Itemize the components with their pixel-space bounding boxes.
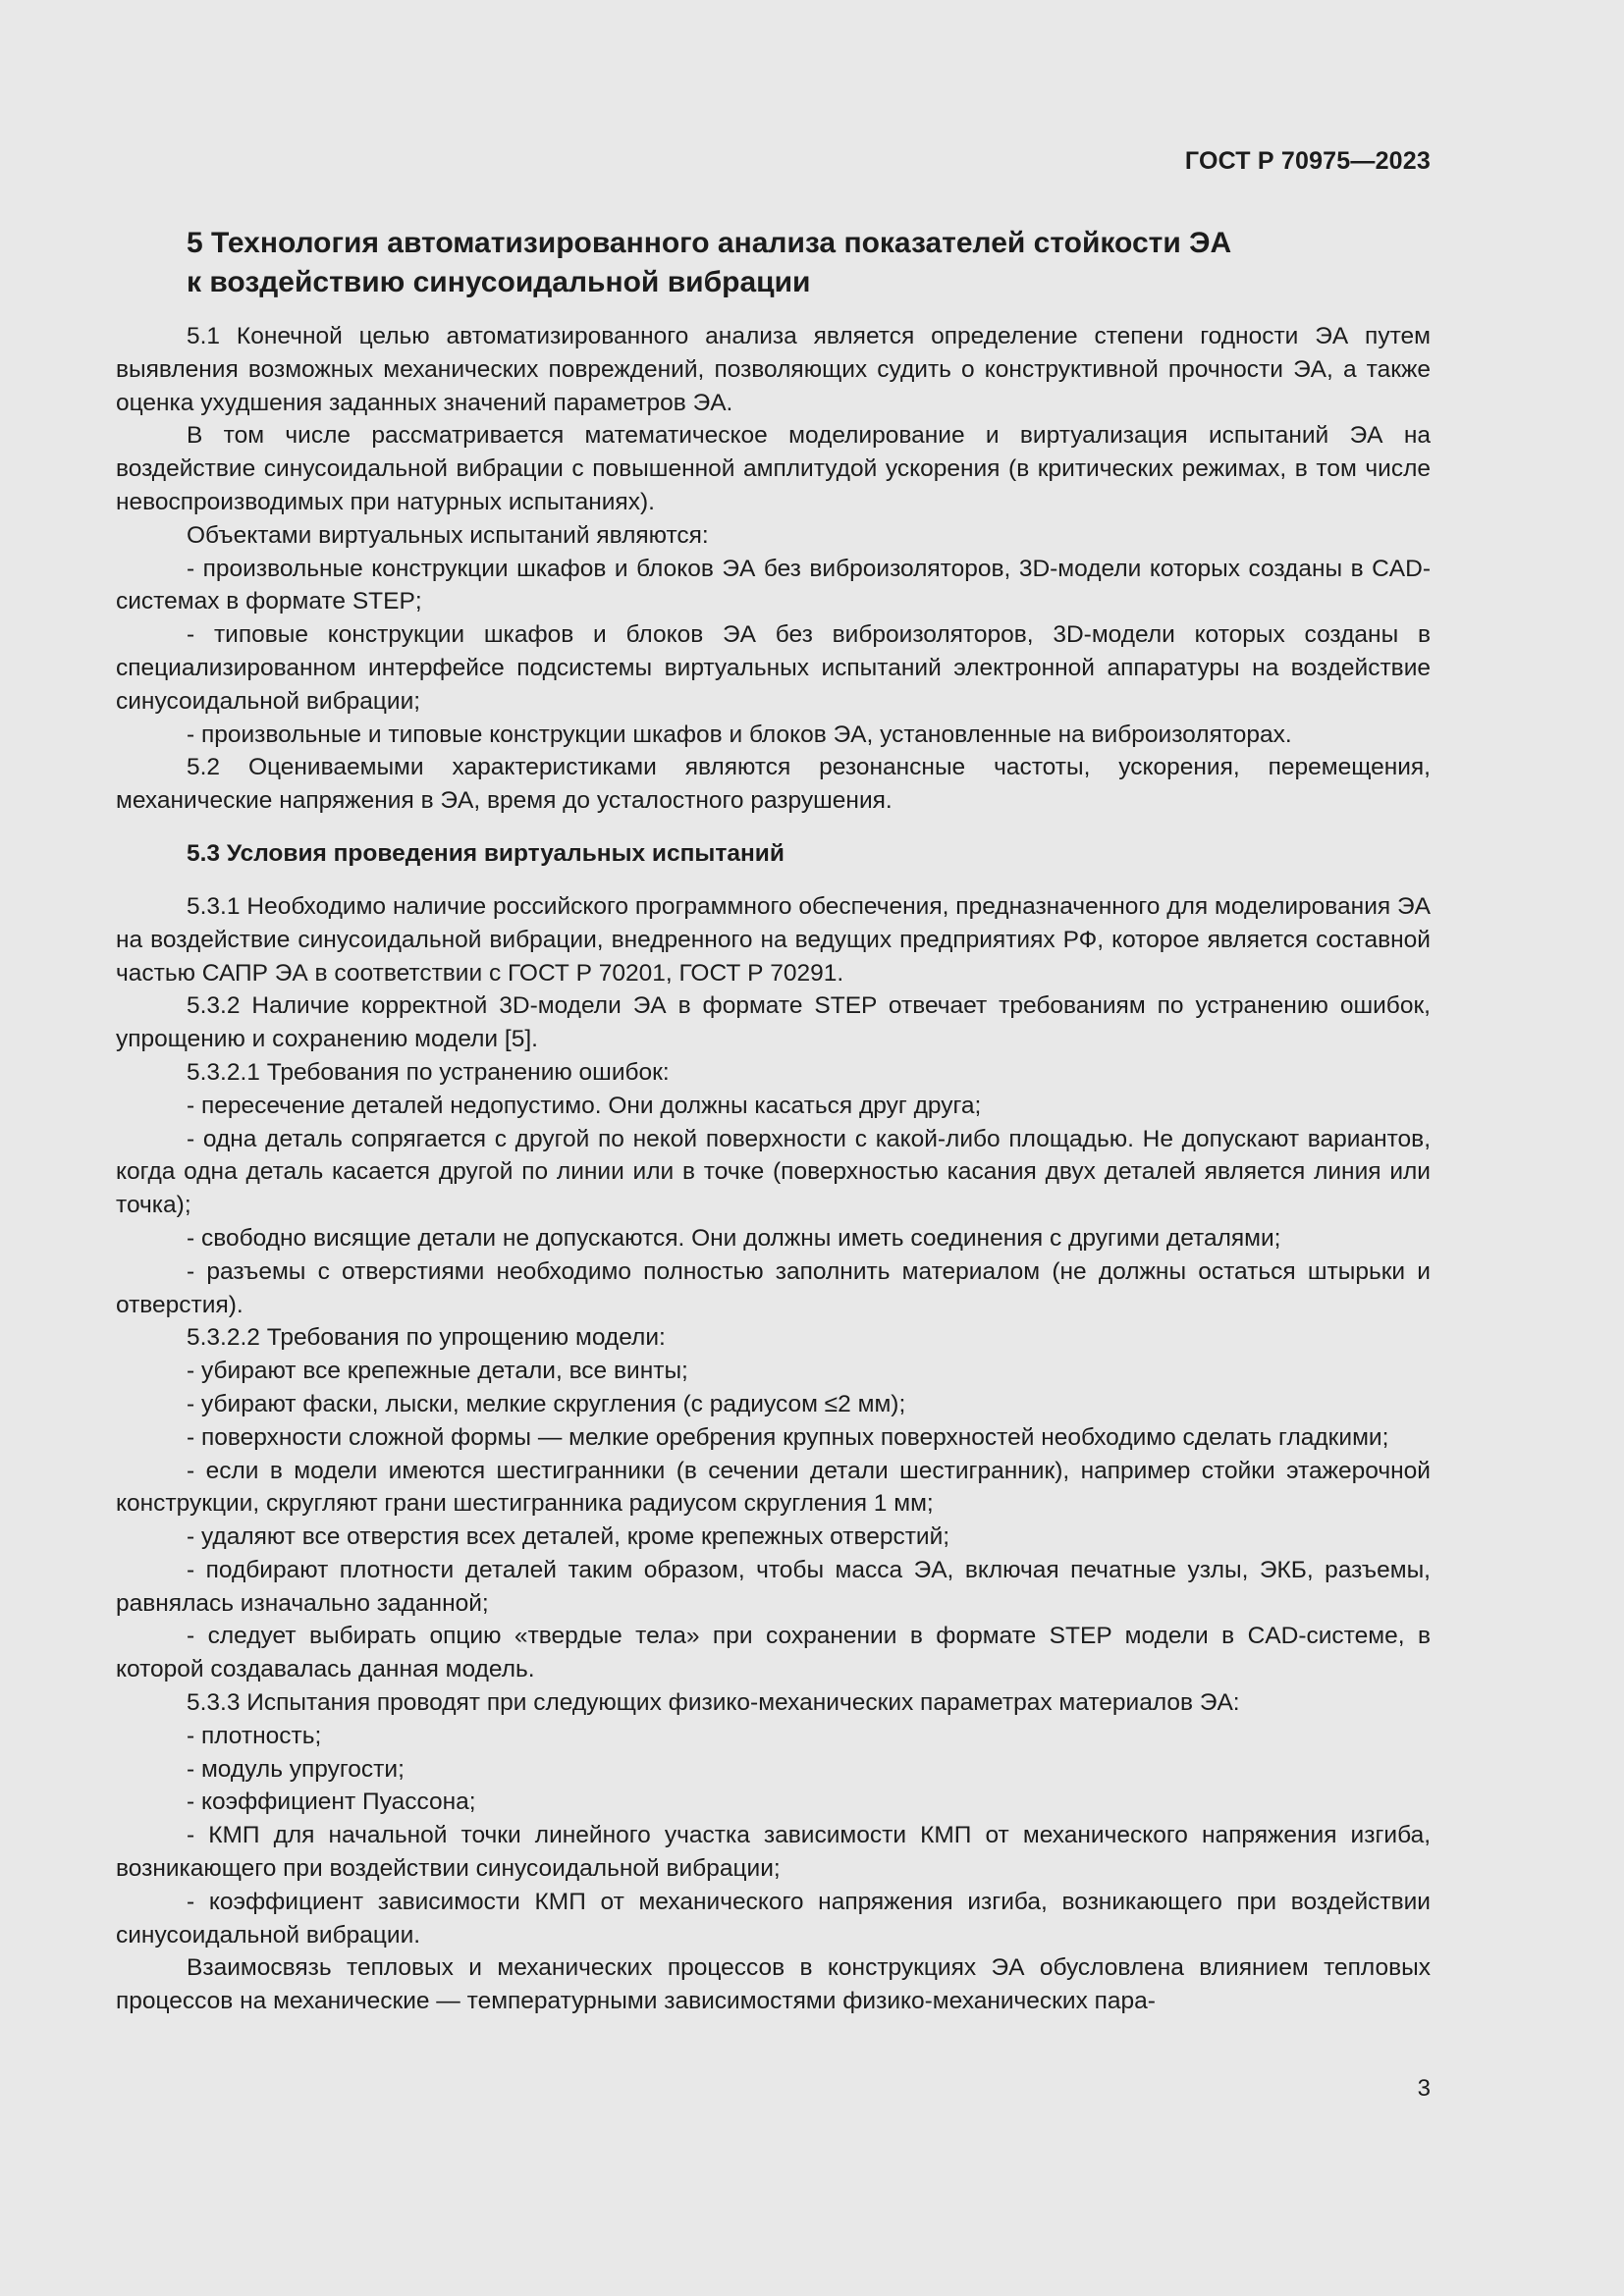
paragraph: Объектами виртуальных испытаний являются:	[187, 521, 709, 549]
section-title-line-1: 5 Технология автоматизированного анализа показателей стойкости ЭА	[187, 227, 1232, 259]
list-item: - убирают фаски, лыски, мелкие скругления (с радиусом ≤2 мм);	[187, 1390, 906, 1417]
subsection-title: 5.3 Условия проведения виртуальных испытаний	[187, 839, 785, 867]
list-item: - если в модели имеются шестигранники (в сечении детали шестигранник), например стойки этажерочной конструкции, скругляют грани шестигранника радиусом скругления 1 мм;	[116, 1457, 1431, 1518]
list-item: - произвольные конструкции шкафов и блоков ЭА без виброизоляторов, 3D-модели которых созданы в CAD-системах в формате STEP;	[116, 555, 1431, 615]
document-code: ГОСТ Р 70975—2023	[1184, 147, 1431, 175]
list-item: - свободно висящие детали не допускаются. Они должны иметь соединения с другими деталями;	[187, 1224, 1281, 1252]
paragraph: Взаимосвязь тепловых и механических процессов в конструкциях ЭА обусловлена влиянием тепловых процессов на механические — температурными зависимостями физико-механических пара-	[116, 1954, 1431, 2015]
page-number: 3	[1417, 2075, 1431, 2102]
paragraph: 5.3.3 Испытания проводят при следующих физико-механических параметрах материалов ЭА:	[187, 1689, 1240, 1717]
list-item: - следует выбирать опцию «твердые тела» при сохранении в формате STEP модели в CAD-системе, в которой создавалась данная модель.	[116, 1623, 1431, 1683]
section-title-line-2: к воздействию синусоидальной вибрации	[187, 266, 811, 298]
list-item: - поверхности сложной формы — мелкие оребрения крупных поверхностей необходимо сделать гладкими;	[187, 1423, 1389, 1451]
list-item: - типовые конструкции шкафов и блоков ЭА без виброизоляторов, 3D-модели которых созданы в специализированном интерфейсе подсистемы виртуальных испытаний электронной аппаратуры на воздействие синусоидальной вибрации;	[116, 621, 1431, 715]
list-item: - модуль упругости;	[187, 1755, 405, 1783]
paragraph: 5.1 Конечной целью автоматизированного анализа является определение степени годности ЭА путем выявления возможных механических повреждений, позволяющих судить о конструктивной прочности ЭА, а также оценка ухудшения заданных значений параметров ЭА.	[116, 323, 1431, 416]
paragraph: В том числе рассматривается математическое моделирование и виртуализация испытаний ЭА на воздействие синусоидальной вибрации с повышенной амплитудой ускорения (в критических режимах, в том числе невоспроизводимых при натурных испытаниях).	[116, 422, 1431, 515]
list-item: - коэффициент зависимости КМП от механического напряжения изгиба, возникающего при воздействии синусоидальной вибрации.	[116, 1888, 1431, 1949]
list-item: - КМП для начальной точки линейного участка зависимости КМП от механического напряжения изгиба, возникающего при воздействии синусоидальной вибрации;	[116, 1822, 1431, 1883]
list-item: - плотность;	[187, 1722, 322, 1749]
list-item: - удаляют все отверстия всех деталей, кроме крепежных отверстий;	[187, 1523, 950, 1551]
list-item: - произвольные и типовые конструкции шкафов и блоков ЭА, установленные на виброизоляторах.	[187, 721, 1292, 748]
paragraph: 5.3.2.1 Требования по устранению ошибок:	[187, 1058, 670, 1086]
list-item: - подбирают плотности деталей таким образом, чтобы масса ЭА, включая печатные узлы, ЭКБ, разъемы, равнялась изначально заданной;	[116, 1556, 1431, 1617]
list-item: - убирают все крепежные детали, все винты;	[187, 1358, 688, 1385]
paragraph: 5.2 Оцениваемыми характеристиками являются резонансные частоты, ускорения, перемещения, механические напряжения в ЭА, время до усталостного разрушения.	[116, 754, 1431, 815]
list-item: - коэффициент Пуассона;	[187, 1789, 476, 1816]
list-item: - разъемы с отверстиями необходимо полностью заполнить материалом (не должны остаться штырьки и отверстия).	[116, 1257, 1431, 1318]
list-item: - пересечение деталей недопустимо. Они должны касаться друг друга;	[187, 1092, 982, 1119]
list-item: - одна деталь сопрягается с другой по некой поверхности с какой-либо площадью. Не допускают вариантов, когда одна деталь касается другой по линии или в точке (поверхностью касания двух деталей является линия или точка);	[116, 1125, 1431, 1219]
document-body	[116, 224, 1431, 2018]
paragraph: 5.3.2 Наличие корректной 3D-модели ЭА в формате STEP отвечает требованиям по устранению ошибок, упрощению и сохранению модели [5].	[116, 992, 1431, 1053]
paragraph: 5.3.1 Необходимо наличие российского программного обеспечения, предназначенного для моделирования ЭА на воздействие синусоидальной вибрации, внедренного на ведущих предприятиях РФ, которое является составной частью САПР ЭА в соответствии с ГОСТ Р 70201, ГОСТ Р 70291.	[116, 892, 1431, 987]
paragraph: 5.3.2.2 Требования по упрощению модели:	[187, 1324, 666, 1352]
section-title	[187, 224, 1431, 302]
